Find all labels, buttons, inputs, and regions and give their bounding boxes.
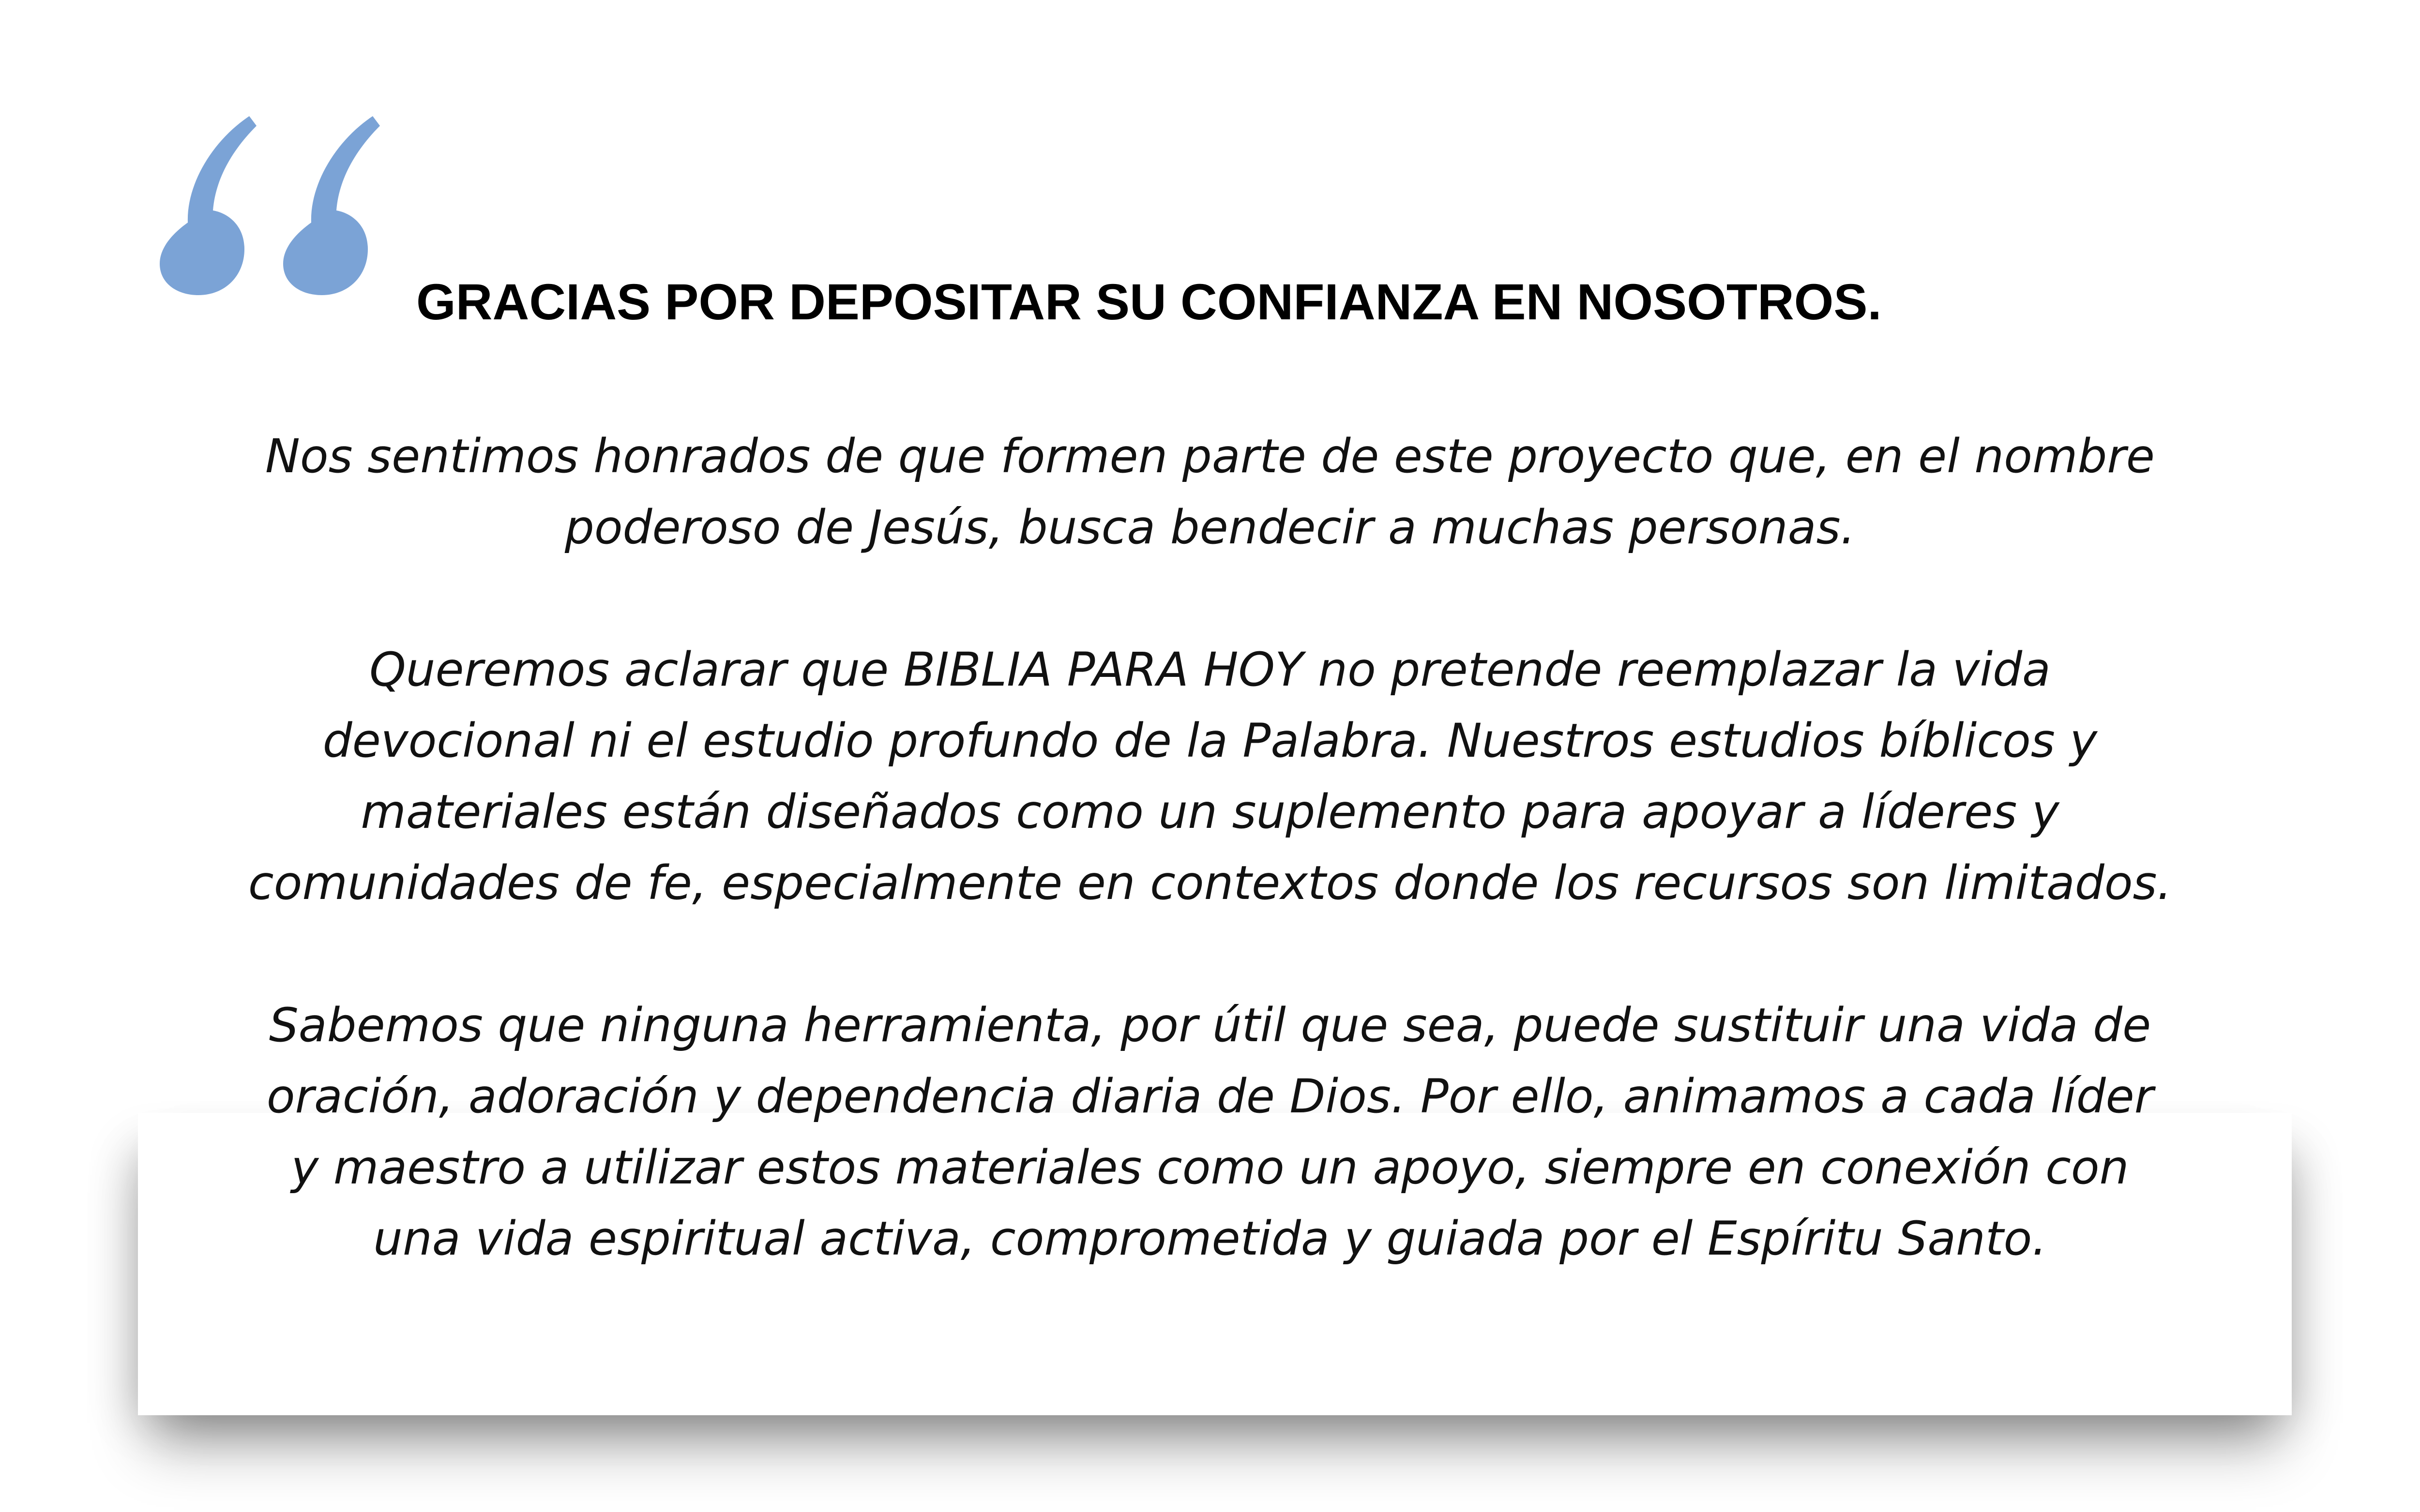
paragraph-line: Queremos aclarar que BIBLIA PARA HOY no pretende reemplazar la vida [369, 643, 2051, 697]
paragraph-line: materiales están diseñados como un suplemento para apoyar a líderes y [361, 785, 2059, 839]
heading-title: GRACIAS POR DEPOSITAR SU CONFIANZA EN NOSOTROS. [416, 274, 1882, 330]
paragraph-line: Nos sentimos honrados de que formen parte de este proyecto que, en el nombre [265, 429, 2155, 483]
paragraph-line: oración, adoración y dependencia diaria de Dios. Por ello, animamos a cada líder [266, 1069, 2154, 1123]
quote-icon [160, 116, 387, 295]
body-text [145, 421, 2275, 1346]
paragraph-line: poderoso de Jesús, busca bendecir a muchas personas. [564, 500, 1856, 554]
paragraph-line: una vida espiritual activa, comprometida y guiada por el Espíritu Santo. [373, 1212, 2047, 1266]
quote-mark-right [283, 116, 380, 295]
paragraph-line: devocional ni el estudio profundo de la Palabra. Nuestros estudios bíblicos y [322, 714, 2098, 768]
paragraph-2 [145, 634, 2275, 919]
paragraph-1 [145, 421, 2275, 563]
paragraph-3 [145, 990, 2275, 1274]
paragraph-line: y maestro a utilizar estos materiales como un apoyo, siempre en conexión con [291, 1140, 2129, 1195]
paragraph-line: Sabemos que ninguna herramienta, por útil que sea, puede sustituir una vida de [269, 998, 2151, 1052]
paragraph-line: comunidades de fe, especialmente en contextos donde los recursos son limitados. [248, 856, 2172, 910]
quote-mark-left [160, 116, 257, 295]
